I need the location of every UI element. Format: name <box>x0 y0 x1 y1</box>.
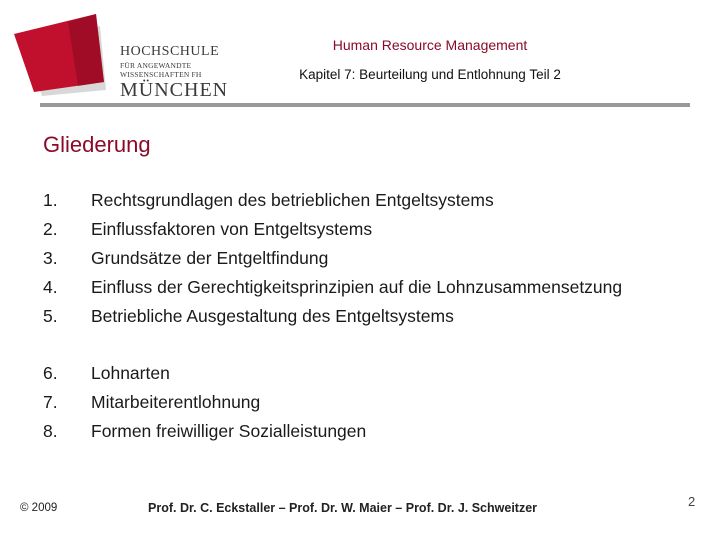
item-text: Formen freiwilliger Sozialleistungen <box>91 421 367 441</box>
header-title: Human Resource Management <box>332 37 528 53</box>
section-title: Gliederung <box>43 132 151 157</box>
item-number: 1. <box>43 190 58 210</box>
logo-line-3: WISSENSCHAFTEN FH <box>120 70 202 79</box>
item-number: 5. <box>43 306 58 326</box>
item-number: 4. <box>43 277 58 297</box>
item-text: Einflussfaktoren von Entgeltsystems <box>91 219 373 239</box>
item-text: Einfluss der Gerechtigkeitsprinzipien auf die Lohnzusammensetzung <box>91 277 623 297</box>
item-text: Lohnarten <box>91 363 170 383</box>
item-number: 8. <box>43 421 58 441</box>
item-number: 7. <box>43 392 58 412</box>
page-number: 2 <box>688 494 696 509</box>
logo-line-4: MÜNCHEN <box>120 79 229 101</box>
item-text: Grundsätze der Entgeltfindung <box>91 248 329 268</box>
item-number: 6. <box>43 363 58 383</box>
footer-authors: Prof. Dr. C. Eckstaller – Prof. Dr. W. Maier – Prof. Dr. J. Schweitzer <box>148 501 538 515</box>
header-divider <box>40 103 690 107</box>
item-text: Mitarbeiterentlohnung <box>91 392 261 412</box>
copyright: © 2009 <box>20 502 58 514</box>
header-subtitle: Kapitel 7: Beurteilung und Entlohnung Teil 2 <box>299 67 561 82</box>
item-number: 2. <box>43 219 58 239</box>
item-text: Rechtsgrundlagen des betrieblichen Entgeltsystems <box>91 190 494 210</box>
item-text: Betriebliche Ausgestaltung des Entgeltsystems <box>91 306 454 326</box>
logo-line-2: FÜR ANGEWANDTE <box>120 61 192 70</box>
logo-line-1: HOCHSCHULE <box>120 44 220 59</box>
item-number: 3. <box>43 248 58 268</box>
university-logo <box>8 8 229 108</box>
